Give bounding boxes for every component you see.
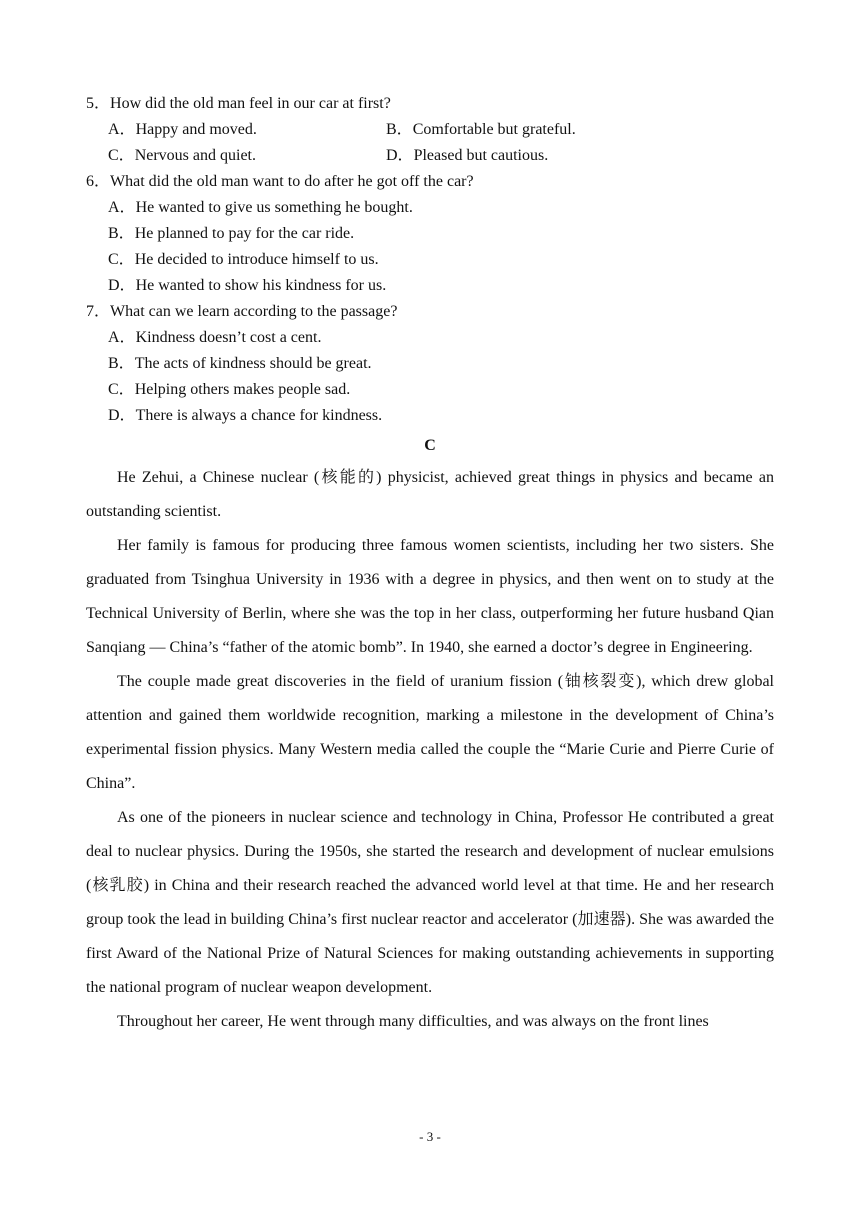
option <box>86 377 786 403</box>
option-letter: A． <box>108 121 136 138</box>
page-number: - 3 - <box>419 1129 441 1144</box>
option-text: Happy and moved. <box>135 121 257 138</box>
option <box>86 195 786 221</box>
reading-passage <box>86 461 774 1039</box>
option-row <box>86 143 786 169</box>
option <box>86 403 786 429</box>
option-text: Kindness doesn’t cost a cent. <box>135 329 322 346</box>
option-text: He planned to pay for the car ride. <box>134 225 355 242</box>
option-letter: A． <box>108 199 136 216</box>
option <box>386 143 548 169</box>
passage-paragraph: Her family is famous for producing three famous women scientists, including her two sisters. She graduated from Tsinghua University in 1936 with a degree in physics, and then went on to study at the Technical University of Berlin, where she was the top in her class, outperforming her future husband Qian Sanqiang — China’s “father of the atomic bomb”. In 1940, she earned a doctor’s degree in Engineering. <box>86 537 774 656</box>
option-letter: A． <box>108 329 136 346</box>
option <box>86 351 786 377</box>
option <box>86 325 786 351</box>
option-text: He decided to introduce himself to us. <box>134 251 379 268</box>
option-letter: C． <box>108 251 135 268</box>
option <box>386 117 576 143</box>
option-text: He wanted to show his kindness for us. <box>135 277 387 294</box>
option-text: There is always a chance for kindness. <box>135 407 383 424</box>
option-text: Comfortable but grateful. <box>412 121 576 138</box>
option-text: Nervous and quiet. <box>134 147 256 164</box>
option-letter: B． <box>108 225 135 242</box>
passage-paragraph: Throughout her career, He went through many difficulties, and was always on the front lines <box>117 1013 709 1030</box>
question-text: How did the old man feel in our car at first? <box>110 95 391 112</box>
option-letter: D． <box>108 407 136 424</box>
question-number: 7． <box>86 303 111 320</box>
question-number: 5． <box>86 95 111 112</box>
section-heading: C <box>424 437 436 454</box>
question-text: What did the old man want to do after he got off the car? <box>110 173 474 190</box>
option <box>108 147 256 164</box>
option-text: He wanted to give us something he bought. <box>135 199 413 216</box>
option-letter: C． <box>108 147 135 164</box>
passage-paragraph: He Zehui, a Chinese nuclear (核能的) physicist, achieved great things in physics and became an outstanding scientist. <box>86 469 774 520</box>
question-stem <box>86 299 786 325</box>
option-letter: B． <box>386 121 413 138</box>
question-number: 6． <box>86 173 111 190</box>
option <box>86 247 786 273</box>
passage-paragraph: As one of the pioneers in nuclear science and technology in China, Professor He contributed a great deal to nuclear physics. During the 1950s, she started the research and development of nuclear emulsions (核乳胶) in China and their research reached the advanced world level at that time. He and her research group took the lead in building China’s first nuclear reactor and accelerator (加速器). She was awarded the first Award of the National Prize of Natural Sciences for making outstanding achievements in supporting the national program of nuclear weapon development. <box>86 809 774 996</box>
option-text: Pleased but cautious. <box>413 147 549 164</box>
passage-paragraph: The couple made great discoveries in the field of uranium fission (铀核裂变), which drew global attention and gained them worldwide recognition, marking a milestone in the development of China’s experimental fission physics. Many Western media called the couple the “Marie Curie and Pierre Curie of China”. <box>86 673 774 792</box>
question-stem <box>86 91 786 117</box>
option-letter: C． <box>108 381 135 398</box>
option <box>86 221 786 247</box>
option-text: Helping others makes people sad. <box>134 381 351 398</box>
question-text: What can we learn according to the passage? <box>110 303 398 320</box>
option-row <box>86 117 786 143</box>
option-text: The acts of kindness should be great. <box>134 355 372 372</box>
option <box>108 121 257 138</box>
option-letter: D． <box>108 277 136 294</box>
option <box>86 273 786 299</box>
question-stem <box>86 169 786 195</box>
option-letter: D． <box>386 147 414 164</box>
question-list <box>86 91 786 429</box>
option-letter: B． <box>108 355 135 372</box>
